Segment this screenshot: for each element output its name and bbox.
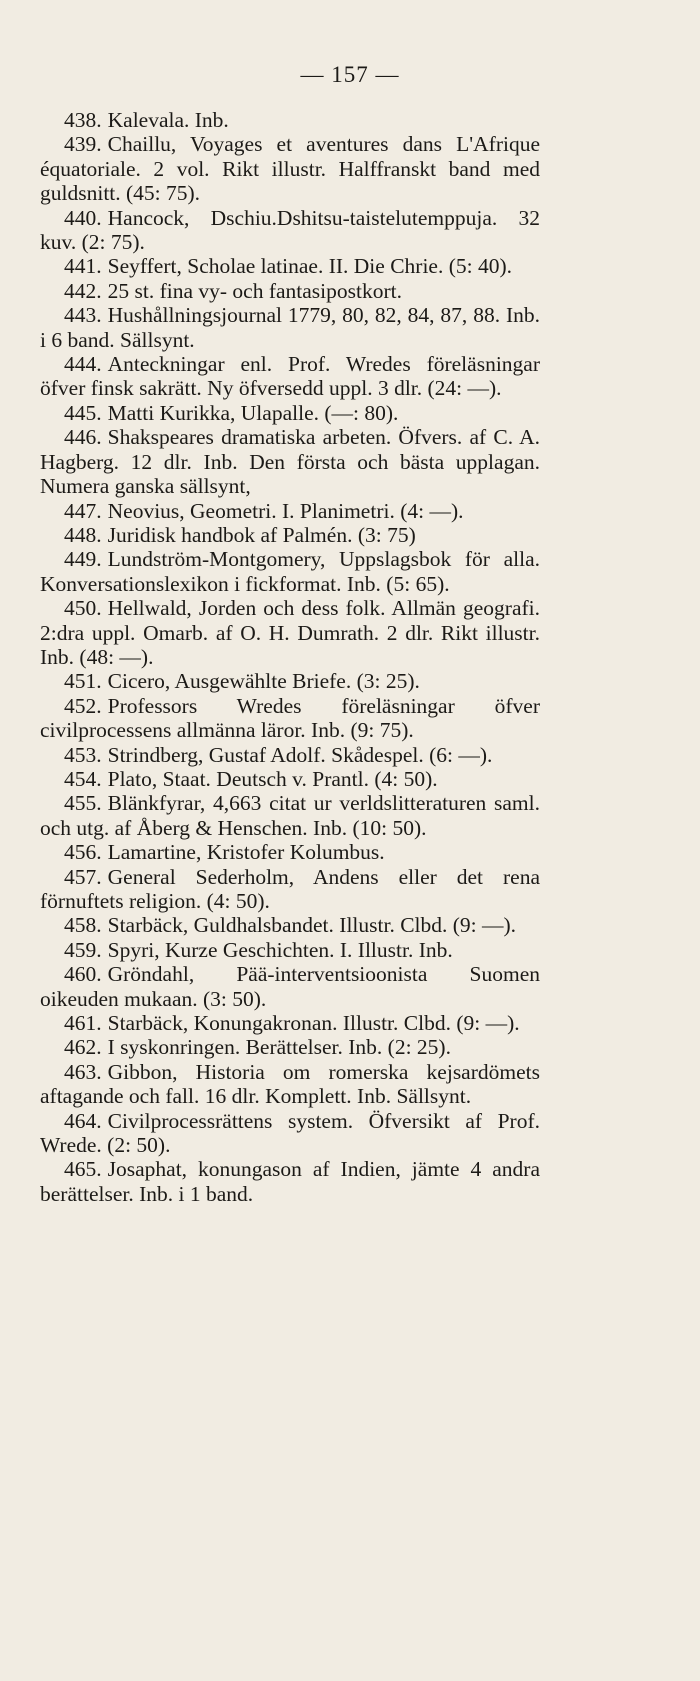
entry-text: Strindberg, Gustaf Adolf. Skådespel. (6: —). bbox=[107, 742, 493, 767]
entry-text: Lundström-Montgomery, Uppslagsbok för alla. Konversationslexikon i fickformat. Inb. (5: 65). bbox=[40, 547, 540, 596]
catalog-entry bbox=[40, 254, 540, 278]
catalog-entry bbox=[40, 962, 540, 1011]
entry-number: 440. bbox=[64, 205, 102, 230]
catalog-entry bbox=[40, 743, 540, 767]
entry-number: 464. bbox=[64, 1108, 102, 1133]
entry-text: Anteckningar enl. Prof. Wredes föreläsningar öfver finsk sakrätt. Ny öfversedd uppl. 3 dlr. (24: —). bbox=[40, 352, 540, 401]
entry-text: Cicero, Ausgewählte Briefe. (3: 25). bbox=[107, 669, 420, 694]
catalog-entry bbox=[40, 108, 540, 132]
entry-number: 453. bbox=[64, 742, 102, 767]
entry-text: General Sederholm, Andens eller det rena förnuftets religion. (4: 50). bbox=[40, 864, 540, 913]
catalog-entry bbox=[40, 1011, 540, 1035]
entry-text: Neovius, Geometri. I. Planimetri. (4: —). bbox=[107, 498, 464, 523]
entry-number: 461. bbox=[64, 1011, 102, 1036]
catalog-entry bbox=[40, 499, 540, 523]
catalog-entry bbox=[40, 303, 540, 352]
catalog-entry bbox=[40, 1035, 540, 1059]
entry-number: 462. bbox=[64, 1035, 102, 1060]
entry-number: 458. bbox=[64, 913, 102, 938]
entry-number: 449. bbox=[64, 547, 102, 572]
entry-number: 447. bbox=[64, 498, 102, 523]
entry-number: 448. bbox=[64, 522, 102, 547]
entry-number: 455. bbox=[64, 791, 102, 816]
catalog-entry bbox=[40, 352, 540, 401]
entry-text: Civilprocessrättens system. Öfversikt af Prof. Wrede. (2: 50). bbox=[40, 1108, 540, 1158]
entry-text: Juridisk handbok af Palmén. (3: 75) bbox=[107, 522, 416, 547]
entry-number: 446. bbox=[64, 425, 102, 450]
entry-number: 439. bbox=[64, 132, 102, 157]
entry-text: Gröndahl, Pää-interventsioonista Suomen oikeuden mukaan. (3: 50). bbox=[40, 962, 540, 1011]
entry-text: Blänkfyrar, 4,663 citat ur verldslitteraturen saml. och utg. af Åberg & Henschen. Inb. (10: 50). bbox=[40, 791, 540, 840]
catalog-entry bbox=[40, 840, 540, 864]
entry-number: 460. bbox=[64, 962, 102, 987]
entry-text: I syskonringen. Berättelser. Inb. (2: 25). bbox=[107, 1035, 451, 1060]
catalog-entry bbox=[40, 596, 540, 669]
entry-text: 25 st. fina vy- och fantasipostkort. bbox=[107, 278, 403, 303]
entry-number: 443. bbox=[64, 303, 102, 328]
catalog-entry bbox=[40, 547, 540, 596]
catalog-entry bbox=[40, 669, 540, 693]
entry-text: Matti Kurikka, Ulapalle. (—: 80). bbox=[107, 400, 399, 425]
catalog-entry bbox=[40, 938, 540, 962]
entry-text: Kalevala. Inb. bbox=[107, 108, 229, 132]
catalog-entry bbox=[40, 865, 540, 914]
catalog-entry bbox=[40, 206, 540, 255]
entry-text: Starbäck, Konungakronan. Illustr. Clbd. (9: —). bbox=[107, 1011, 520, 1036]
entry-number: 454. bbox=[64, 766, 102, 791]
entry-number: 444. bbox=[64, 352, 102, 377]
catalog-entry bbox=[40, 1157, 540, 1206]
entry-number: 452. bbox=[64, 693, 102, 718]
entry-number: 445. bbox=[64, 400, 102, 425]
entry-text: Spyri, Kurze Geschichten. I. Illustr. Inb. bbox=[107, 937, 453, 962]
entry-text: Seyffert, Scholae latinae. II. Die Chrie. (5: 40). bbox=[107, 254, 513, 279]
page-number: — 157 — bbox=[300, 62, 400, 87]
catalog-entry bbox=[40, 523, 540, 547]
entry-text: Plato, Staat. Deutsch v. Prantl. (4: 50). bbox=[107, 766, 438, 791]
entry-text: Chaillu, Voyages et aventures dans L'Afrique équatoriale. 2 vol. Rikt illustr. Halffranskt band med guldsnitt. (45: 75). bbox=[40, 132, 540, 206]
entry-text: Shakspeares dramatiska arbeten. Öfvers. af C. A. Hagberg. 12 dlr. Inb. Den första och bästa upplagan. Numera ganska sällsynt, bbox=[40, 425, 540, 499]
entry-text: Lamartine, Kristofer Kolumbus. bbox=[107, 840, 385, 865]
entry-number: 459. bbox=[64, 937, 102, 962]
entry-text: Hancock, Dschiu.Dshitsu-taistelutemppuja. 32 kuv. (2: 75). bbox=[40, 205, 540, 255]
catalog-entry bbox=[40, 791, 540, 840]
entry-number: 465. bbox=[64, 1157, 102, 1182]
catalog-entry bbox=[40, 767, 540, 791]
catalog-entry bbox=[40, 401, 540, 425]
entry-number: 450. bbox=[64, 596, 102, 621]
entry-number: 451. bbox=[64, 669, 102, 694]
entry-text: Professors Wredes föreläsningar öfver civilprocessens allmänna läror. Inb. (9: 75). bbox=[40, 693, 540, 743]
catalog-list bbox=[40, 108, 540, 1206]
entry-number: 456. bbox=[64, 840, 102, 865]
entry-number: 463. bbox=[64, 1059, 102, 1084]
entry-text: Starbäck, Guldhalsbandet. Illustr. Clbd. (9: —). bbox=[107, 913, 517, 938]
catalog-entry bbox=[40, 279, 540, 303]
entry-number: 441. bbox=[64, 254, 102, 279]
entry-text: Hellwald, Jorden och dess folk. Allmän geografi. 2:dra uppl. Omarb. af O. H. Dumrath. 2 dlr. Rikt illustr. Inb. (48: —). bbox=[40, 596, 540, 669]
entry-number: 442. bbox=[64, 278, 102, 303]
entry-number: 438. bbox=[64, 108, 102, 132]
entry-number: 457. bbox=[64, 864, 102, 889]
catalog-entry bbox=[40, 132, 540, 205]
entry-text: Gibbon, Historia om romerska kejsardömets aftagande och fall. 16 dlr. Komplett. Inb. Sällsynt. bbox=[40, 1059, 540, 1109]
catalog-entry bbox=[40, 1060, 540, 1109]
entry-text: Hushållningsjournal 1779, 80, 82, 84, 87, 88. Inb. i 6 band. Sällsynt. bbox=[40, 303, 540, 352]
catalog-entry bbox=[40, 694, 540, 743]
entry-text: Josaphat, konungason af Indien, jämte 4 andra berättelser. Inb. i 1 band. bbox=[40, 1157, 540, 1206]
catalog-entry bbox=[40, 913, 540, 937]
catalog-entry bbox=[40, 425, 540, 498]
catalog-entry bbox=[40, 1109, 540, 1158]
